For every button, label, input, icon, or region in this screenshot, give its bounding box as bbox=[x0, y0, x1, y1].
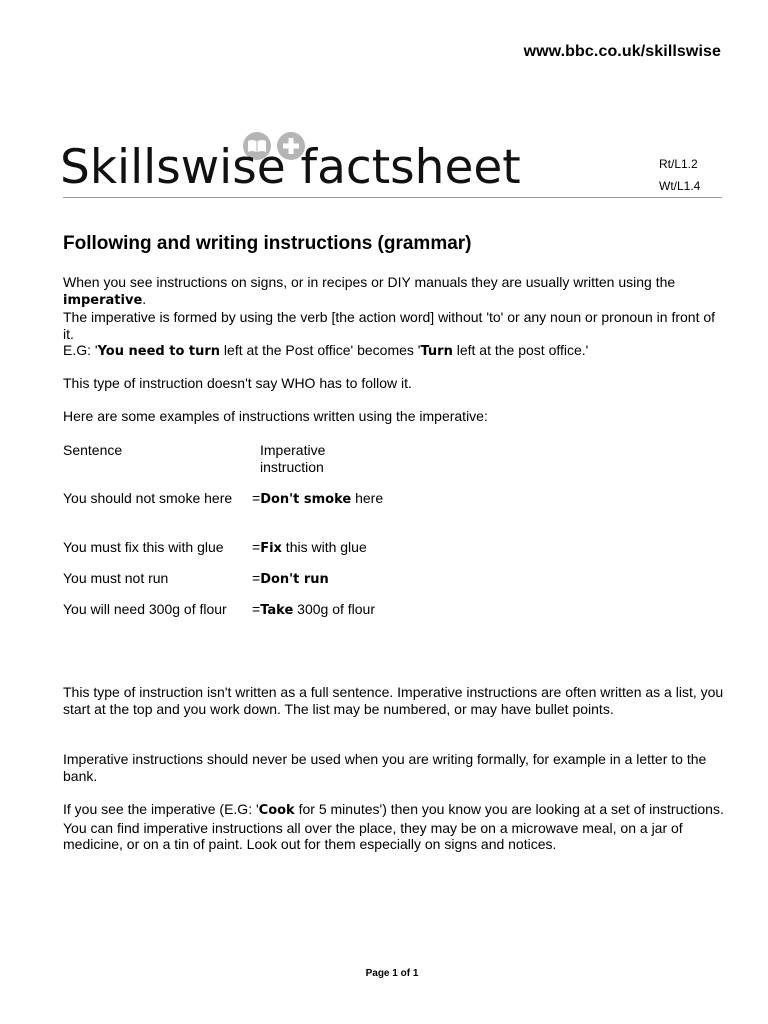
intro-text: . bbox=[142, 290, 147, 307]
intro-paragraph bbox=[63, 274, 728, 361]
examples-intro: Here are some examples of instructions written using the imperative: bbox=[63, 408, 488, 424]
final-paragraph bbox=[63, 801, 728, 853]
site-url[interactable]: www.bbc.co.uk/skillswise bbox=[523, 43, 721, 60]
list-paragraph: This type of instruction isn't written as a full sentence. Imperative instructions are often written as a list, you start at the top and you work down. The list may be numbered, or may have bullet points. bbox=[63, 684, 724, 717]
table-header-sentence: Sentence bbox=[63, 442, 123, 458]
imperative-bold: Take bbox=[260, 603, 294, 618]
intro-bold: You need to turn bbox=[97, 344, 221, 359]
table-row-sentence: You must not run bbox=[63, 570, 169, 586]
curriculum-code-reading: Rt/L1.2 bbox=[659, 157, 698, 171]
page-number: Page 1 of 1 bbox=[365, 968, 419, 979]
who-note: This type of instruction doesn't say WHO has to follow it. bbox=[63, 375, 412, 391]
final-text: for 5 minutes') then you know you are looking at a set of instructions. You can find imperative instructions all over the place, they may be on a microwave meal, on a jar of medicine, or on a tin of paint. Look out for them especially on signs and notices. bbox=[63, 801, 724, 852]
equals-sign: = bbox=[252, 570, 261, 586]
imperative-rest: here bbox=[351, 490, 384, 506]
table-row-sentence: You will need 300g of flour bbox=[63, 601, 227, 617]
intro-bold: Turn bbox=[420, 344, 453, 359]
table-row-imperative bbox=[252, 490, 552, 509]
final-text: If you see the imperative (E.G: ' bbox=[63, 801, 259, 817]
equals-sign: = bbox=[252, 539, 261, 555]
table-row-imperative bbox=[252, 601, 552, 620]
imperative-bold: Don't smoke bbox=[260, 492, 352, 507]
imperative-rest: this with glue bbox=[281, 539, 367, 555]
equals-sign: = bbox=[252, 601, 261, 617]
table-row-sentence: You should not smoke here bbox=[63, 490, 233, 506]
table-row-imperative bbox=[252, 539, 552, 558]
equals-sign: = bbox=[252, 490, 261, 506]
header-divider bbox=[63, 197, 722, 198]
formal-paragraph: Imperative instructions should never be used when you are writing formally, for example in a letter to the bank. bbox=[63, 751, 707, 784]
table-row-sentence: You must fix this with glue bbox=[63, 539, 224, 555]
intro-text: The imperative is formed by using the verb [the action word] without 'to' or any noun or pronoun in front of it. bbox=[63, 309, 716, 342]
brand-title: Skillswise factsheet bbox=[60, 140, 521, 195]
imperative-bold: Fix bbox=[260, 541, 282, 556]
table-header-imperative: Imperative instruction bbox=[260, 442, 326, 475]
table-row-imperative bbox=[252, 570, 552, 589]
curriculum-code-writing: Wt/L1.4 bbox=[659, 179, 701, 193]
imperative-rest: 300g of flour bbox=[293, 601, 375, 617]
imperative-bold: Don't run bbox=[260, 572, 329, 587]
intro-text: E.G: ' bbox=[63, 342, 98, 358]
final-bold: Cook bbox=[258, 803, 295, 818]
page-title: Following and writing instructions (grammar) bbox=[63, 233, 472, 254]
intro-text: left at the post office.' bbox=[452, 342, 589, 358]
intro-bold: imperative bbox=[63, 292, 143, 308]
intro-text: When you see instructions on signs, or in recipes or DIY manuals they are usually written using the bbox=[63, 274, 676, 290]
intro-text: left at the Post office' becomes ' bbox=[220, 342, 421, 358]
